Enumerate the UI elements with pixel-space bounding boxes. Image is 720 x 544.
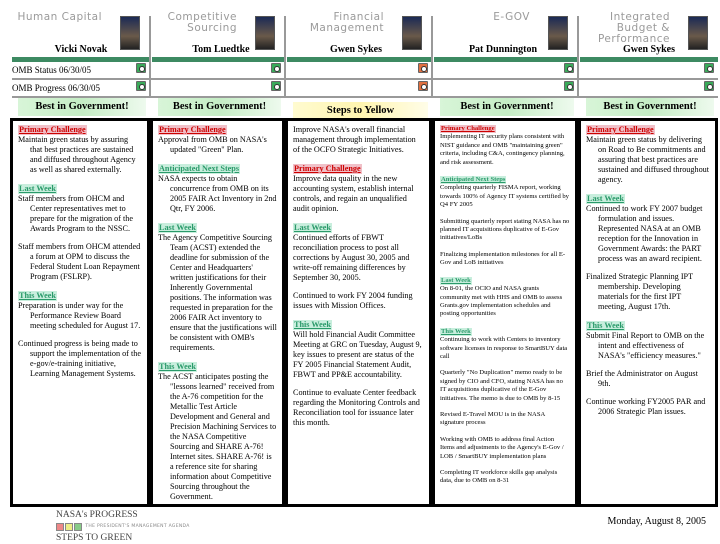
footer-date: Monday, August 8, 2005 [607,516,706,527]
banner: Best in Government! [586,98,714,116]
lead-name: Tom Luedtke [192,44,250,55]
section-text: Quarterly "No Duplication" memo ready to be signed by CIO and CFO, stating NASA has no IT acquisitions duplicative of the E-Gov initiatives. The memo is due to OMB by 8-15 [440,369,563,402]
section-text: The Agency Competitive Sourcing Team (ACST) extended the deadline for submission of the Center and Headquarters' written justifications for their Inherently Governmental positions. The information was requested in preparation for the 2006 FAIR Act inventory to ensure that the justifications will be consistent with OMB's requirements. [158,233,277,352]
progress-light-icon [704,81,714,91]
section [440,176,570,268]
section-text: Maintain green status by assuring that best practices are sustained and diffused throughout Agency as well as shared externally. [18,135,136,174]
status-light-icon [564,63,574,73]
green-light-icon [74,523,82,531]
section-text: Implementing IT security plans consistent with NIST guidance and OMB "maintaining green" criteria, including C&A, contingency planning, and risk assessment. [440,133,565,166]
section [18,125,142,175]
lead-name: Vicki Novak [54,44,108,55]
section-text: Revised E-Travel MOU is in the NASA signature process [440,410,545,427]
column-box-0 [10,118,150,507]
section-text: Approval from OMB on NASA's updated "Green" Plan. [158,135,267,154]
status-light-icon [418,63,428,73]
lead-name: Gwen Sykes [623,44,675,55]
yellow-light-icon [65,523,73,531]
area-title: E-GOV [493,11,530,23]
section [440,277,570,319]
section-text: Continue to evaluate Center feedback regarding the Monitoring Controls and Reconciliation tool for issuance later this month. [293,388,420,427]
section-text: Maintain green status by delivering on Road to Be commitments and assuring that best practices are sustained and diffused throughout agency. [586,135,710,184]
column-box-4 [578,118,718,507]
section [293,223,424,311]
area-title: Human Capital [17,11,102,23]
row-label-progress_label: OMB Progress 06/30/05 [12,83,101,93]
section-heading: Primary Challenge [294,164,361,173]
section-text: NASA expects to obtain concurrence from OMB on its 2005 FAIR Act Inventory in 2nd Qtr, FY 2006. [158,174,277,213]
footer-line2: STEPS TO GREEN [56,532,133,543]
section [158,223,277,353]
status-light-icon [271,63,281,73]
section-text: Improve data quality in the new accounting system, establish internal controls, and regain an unqualified audit opinion. [293,174,414,213]
section-text: Staff members from OHCM attended a forum at OPM to discuss the Federal Student Loan Repayment Program (FSLRP). [18,242,141,281]
section [586,321,710,417]
section-text: Continued progress is being made to support the implementation of the e-gov/e-training initiative, Learning Management Systems. [18,339,141,378]
section-text: Continuing to work with Centers to inventory software licenses in response to SmartBUY data call [440,336,568,360]
column-box-1 [150,118,285,507]
section-heading: Primary Challenge [441,125,495,132]
progress-light-icon [564,81,574,91]
section-text: Will hold Financial Audit Committee Meeting at GRC on Tuesday, August 9, key issues to present are status of the FY 2005 Financial Statement Audit, FBWT and PP&E accountability. [293,330,422,379]
section-text: Finalized Strategic Planning IPT membership. Developing materials for the first IPT meeting, August 17th. [586,272,693,311]
area-title: Competitive Sourcing [167,11,237,34]
section [293,164,424,214]
row-divider [12,78,718,80]
section [293,320,424,428]
banner: Best in Government! [18,98,146,116]
section-text: Continued to work FY 2004 funding issues with Mission Offices. [293,291,413,310]
section-text: Preparation is under way for the Performance Review Board meeting scheduled for August 17. [18,301,141,330]
section-heading: This Week [19,291,56,300]
footer-logo [56,510,190,544]
progress-light-icon [418,81,428,91]
progress-light-icon [136,81,146,91]
section-text: Improve NASA's overall financial management through implementation of the OCFO Strategic Initiatives. [293,125,416,154]
section-text: Working with OMB to address final Action Items and adjustments to the Agency's E-Gov / LOB / SmartBUY implementation plans [440,435,564,460]
section-heading: This Week [441,327,471,335]
red-light-icon [56,523,64,531]
section [440,328,570,486]
section-heading: Anticipated Next Steps [441,176,506,184]
section-text: Brief the Administrator on August 9th. [586,369,698,388]
section-text: Completing quarterly FISMA report, working towards 100% of Agency IT systems certified by Q4 FY 2005 [440,184,569,209]
section-heading: Last Week [19,184,56,193]
section [158,164,277,214]
section-heading: Last Week [294,223,331,232]
banner: Steps to Yellow [293,102,428,120]
status-light-icon [136,63,146,73]
section-text: On 8-01, the OCIO and NASA grants community met with HHS and OMB to assess Grants.gov implementation schedules and posting opportunities [440,285,563,318]
footer-line1: NASA's PROGRESS [56,510,138,520]
footer-lights [56,521,190,533]
section-text: Finalizing implementation milestones for all E-Gov and LoB initiatives [440,250,566,267]
progress-light-icon [271,81,281,91]
section [158,362,277,502]
area-title: Financial Management [309,11,384,34]
lead-name: Pat Dunnington [468,44,538,55]
area-title: Integrated Budget & Performance [597,11,670,45]
section [18,291,142,379]
column-divider [149,16,151,98]
section-heading: Last Week [587,194,624,203]
row-divider [12,96,718,98]
section-text: Continued to work FY 2007 budget formulation and issues. Represented NASA at an OMB reception for the Innovation in Government Awards: the PART process was an award recipient. [586,204,703,263]
section [293,125,424,155]
column-divider [431,16,433,98]
section-heading: Primary Challenge [159,125,226,134]
section-text: Submit Final Report to OMB on the intent and effectiveness of NASA's "efficiency measures." [586,331,705,360]
status-light-icon [704,63,714,73]
section-text: Continue working FY2005 PAR and 2006 Strategic Plan issues. [586,397,706,416]
section [586,125,710,185]
lead-name: Gwen Sykes [330,44,382,55]
section-heading: This Week [294,320,331,329]
column-box-3 [432,118,578,507]
column-divider [284,16,286,98]
section-heading: Primary Challenge [587,125,654,134]
section-heading: Last Week [441,276,471,284]
column-box-2 [285,118,432,507]
section [440,125,570,167]
section-text: Submitting quarterly report stating NASA has no planned IT acquisitions duplicative of E-Gov initiatives/LoBs [440,217,570,242]
section-heading: Last Week [159,223,196,232]
banner: Best in Government! [158,98,281,116]
section-heading: This Week [159,362,196,371]
section-heading: Primary Challenge [19,125,86,134]
section [586,194,710,312]
section-heading: Anticipated Next Steps [159,164,240,173]
section-heading: This Week [587,321,624,330]
column-divider [577,16,579,98]
section-text: Completing IT workforce skills gap analysis data, due to OMB on 8-31 [440,469,558,485]
section-text: Staff members from OHCM and Center representatives met to prepare for the migration of the Awards Program to the NSSC. [18,194,133,233]
footer-tagline: THE PRESIDENT'S MANAGEMENT AGENDA [85,524,190,529]
banner: Best in Government! [440,98,574,116]
section [158,125,277,155]
section-text: The ACST anticipates posting the "lessons learned" received from the A-76 competition for the Metallic Test Article Development and General and Precision Machining Services to the NASA Competitive Sourcing and SHARE A-76! Internet sites. SHARE A-76! is a reference site for sharing information about Competitive Sourcing throughout the Government. [158,372,277,501]
row-label-status_label: OMB Status 06/30/05 [12,65,92,75]
section [18,184,142,282]
section-text: Continued efforts of FBWT reconciliation process to post all corrections by August 30, 2005 and write-off remaining differences by September 30, 2005. [293,233,410,282]
